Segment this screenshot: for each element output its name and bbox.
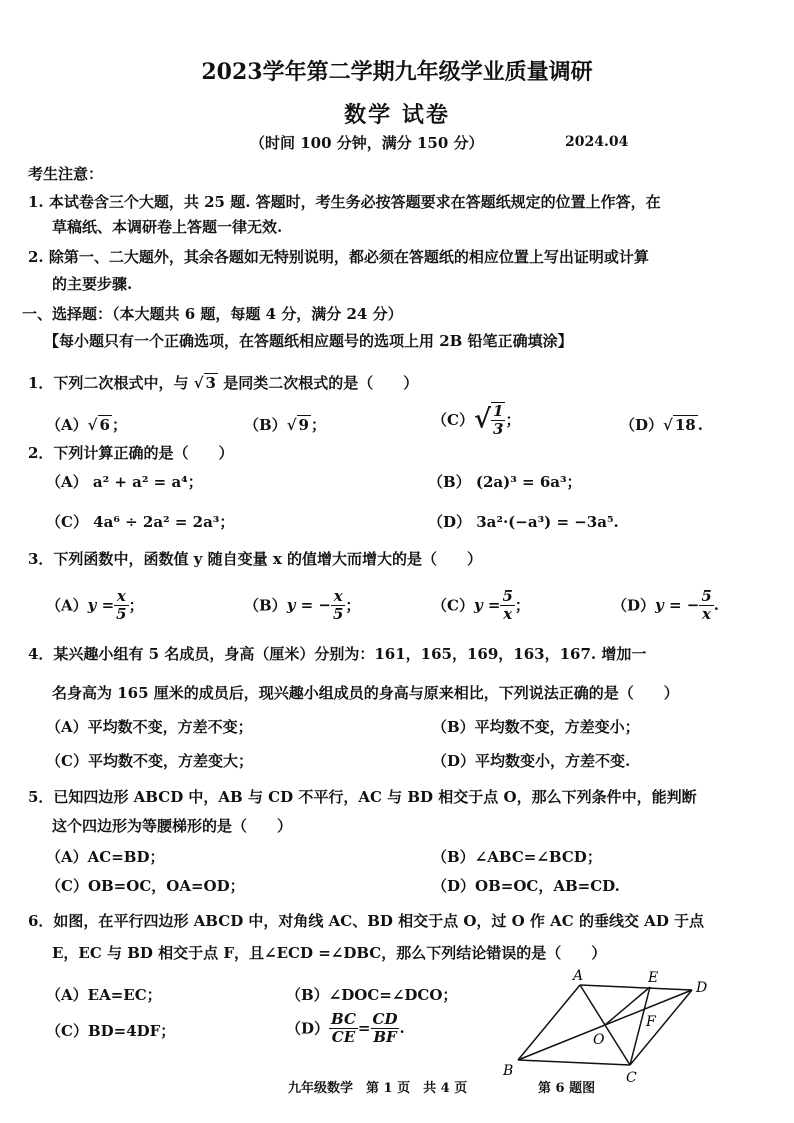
question-6-option-a: （A）EA=EC； [46, 986, 162, 1004]
question-6-option-d: （D） $\frac{BC}{CE}$ = $\frac{CD}{BF}$ . [286, 1010, 405, 1046]
question-3-option-a: （A）y = $\frac{x}{5}$ ； [46, 587, 144, 623]
question-5-line-1: 5．已知四边形 ABCD 中，AB 与 CD 不平行，AC 与 BD 相交于点 O，那么下列条件中，能判断 [28, 788, 697, 806]
sqrt-3: √ 3 [193, 374, 216, 392]
question-2-option-d: （D） 3a²·(−a³) = −3a⁵. [428, 513, 619, 531]
question-4-line-1: 4．某兴趣小组有 5 名成员，身高（厘米）分别为：161，165，169，163，167. 增加一 [28, 645, 647, 663]
question-4-option-c: （C）平均数不变，方差变大； [46, 752, 253, 770]
figure-label-e: E [648, 970, 659, 986]
question-2-option-b: （B） (2a)³ = 6a³； [428, 473, 582, 491]
question-2-option-c: （C） 4a⁶ ÷ 2a² = 2a³； [46, 513, 235, 531]
question-2-stem: 2．下列计算正确的是（ ） [28, 444, 234, 462]
segment-ba [518, 985, 580, 1060]
question-6-line-2: E，EC 与 BD 相交于点 F，且∠ECD =∠DBC，那么下列结论错误的是（ ） [52, 944, 607, 962]
notice-item-1-line-2: 草稿纸、本调研卷上答题一律无效. [52, 218, 283, 236]
question-1-option-d: （D）√ 18 . [620, 416, 703, 434]
figure-label-c: C [626, 1070, 637, 1086]
question-6-line-1: 6．如图，在平行四边形 ABCD 中，对角线 AC、BD 相交于点 O，过 O 作 AC 的垂线交 AD 于点 [28, 912, 705, 930]
figure-label-o: O [593, 1032, 605, 1048]
question-1-option-a: （A）√ 6 ； [46, 416, 127, 434]
notice-item-2-line-2: 的主要步骤. [52, 275, 133, 293]
question-5-option-b: （B）∠ABC=∠BCD； [432, 848, 602, 866]
figure-caption: 第 6 题图 [538, 1081, 596, 1096]
question-6-figure [500, 960, 740, 1090]
exam-title: 2023学年第二学期九年级学业质量调研 [201, 59, 593, 85]
question-5-option-c: （C）OB=OC，OA=OD； [46, 877, 245, 895]
question-3-stem: 3．下列函数中，函数值 y 随自变量 x 的值增大而增大的是（ ） [28, 550, 482, 568]
question-1-stem: 1．下列二次根式中，与 √ 3 是同类二次根式的是（ ） [28, 374, 419, 392]
question-2-option-a: （A） a² + a² = a⁴； [46, 473, 203, 491]
figure-label-b: B [503, 1063, 514, 1079]
figure-label-f: F [646, 1014, 656, 1030]
exam-subtitle: 数学 试卷 [344, 102, 450, 128]
question-4-option-a: （A）平均数不变，方差不变； [46, 718, 253, 736]
question-3-option-d: （D）y = − $\frac{5}{x}$ . [612, 587, 719, 623]
segment-oe [605, 987, 650, 1025]
question-3-option-c: （C）y = $\frac{5}{x}$ ； [432, 587, 530, 623]
section-1-heading: 一、选择题：（本大题共 6 题，每题 4 分，满分 24 分） [22, 305, 403, 323]
segment-ad [580, 985, 692, 990]
question-4-line-2: 名身高为 165 厘米的成员后，现兴趣小组成员的身高与原来相比，下列说法正确的是（ ） [52, 684, 679, 702]
question-1-option-c: （C）√ $\frac{1}{3}$ ； [432, 402, 521, 438]
figure-label-a: A [573, 968, 584, 984]
question-6-option-c: （C）BD=4DF； [46, 1022, 176, 1040]
question-4-option-b: （B）平均数不变，方差变小； [432, 718, 640, 736]
notice-item-1-line-1: 1. 本试卷含三个大题，共 25 题. 答题时，考生务必按答题要求在答题纸规定的位置上作答，在 [28, 193, 661, 211]
notice-item-2-line-1: 2. 除第一、二大题外，其余各题如无特别说明，都必须在答题纸的相应位置上写出证明或计算 [28, 248, 649, 266]
exam-date: 2024.04 [565, 134, 629, 150]
page-footer: 九年级数学 第 1 页 共 4 页 [288, 1081, 468, 1096]
figure-label-d: D [696, 980, 708, 996]
question-3-option-b: （B）y = − $\frac{x}{5}$ ； [244, 587, 361, 623]
question-5-option-d: （D）OB=OC，AB=CD. [432, 877, 620, 895]
segment-cb [518, 1060, 630, 1065]
question-5-line-2: 这个四边形为等腰梯形的是（ ） [52, 817, 293, 835]
notice-heading: 考生注意： [28, 165, 104, 183]
question-1-option-b: （B）√ 9 ； [244, 416, 326, 434]
question-5-option-a: （A）AC=BD； [46, 848, 165, 866]
question-6-option-b: （B）∠DOC=∠DCO； [286, 986, 458, 1004]
section-1-instruction: 【每小题只有一个正确选项，在答题纸相应题号的选项上用 2B 铅笔正确填涂】 [44, 332, 573, 350]
time-info: （时间 100 分钟，满分 150 分） [250, 134, 484, 152]
question-4-option-d: （D）平均数变小，方差不变. [432, 752, 631, 770]
